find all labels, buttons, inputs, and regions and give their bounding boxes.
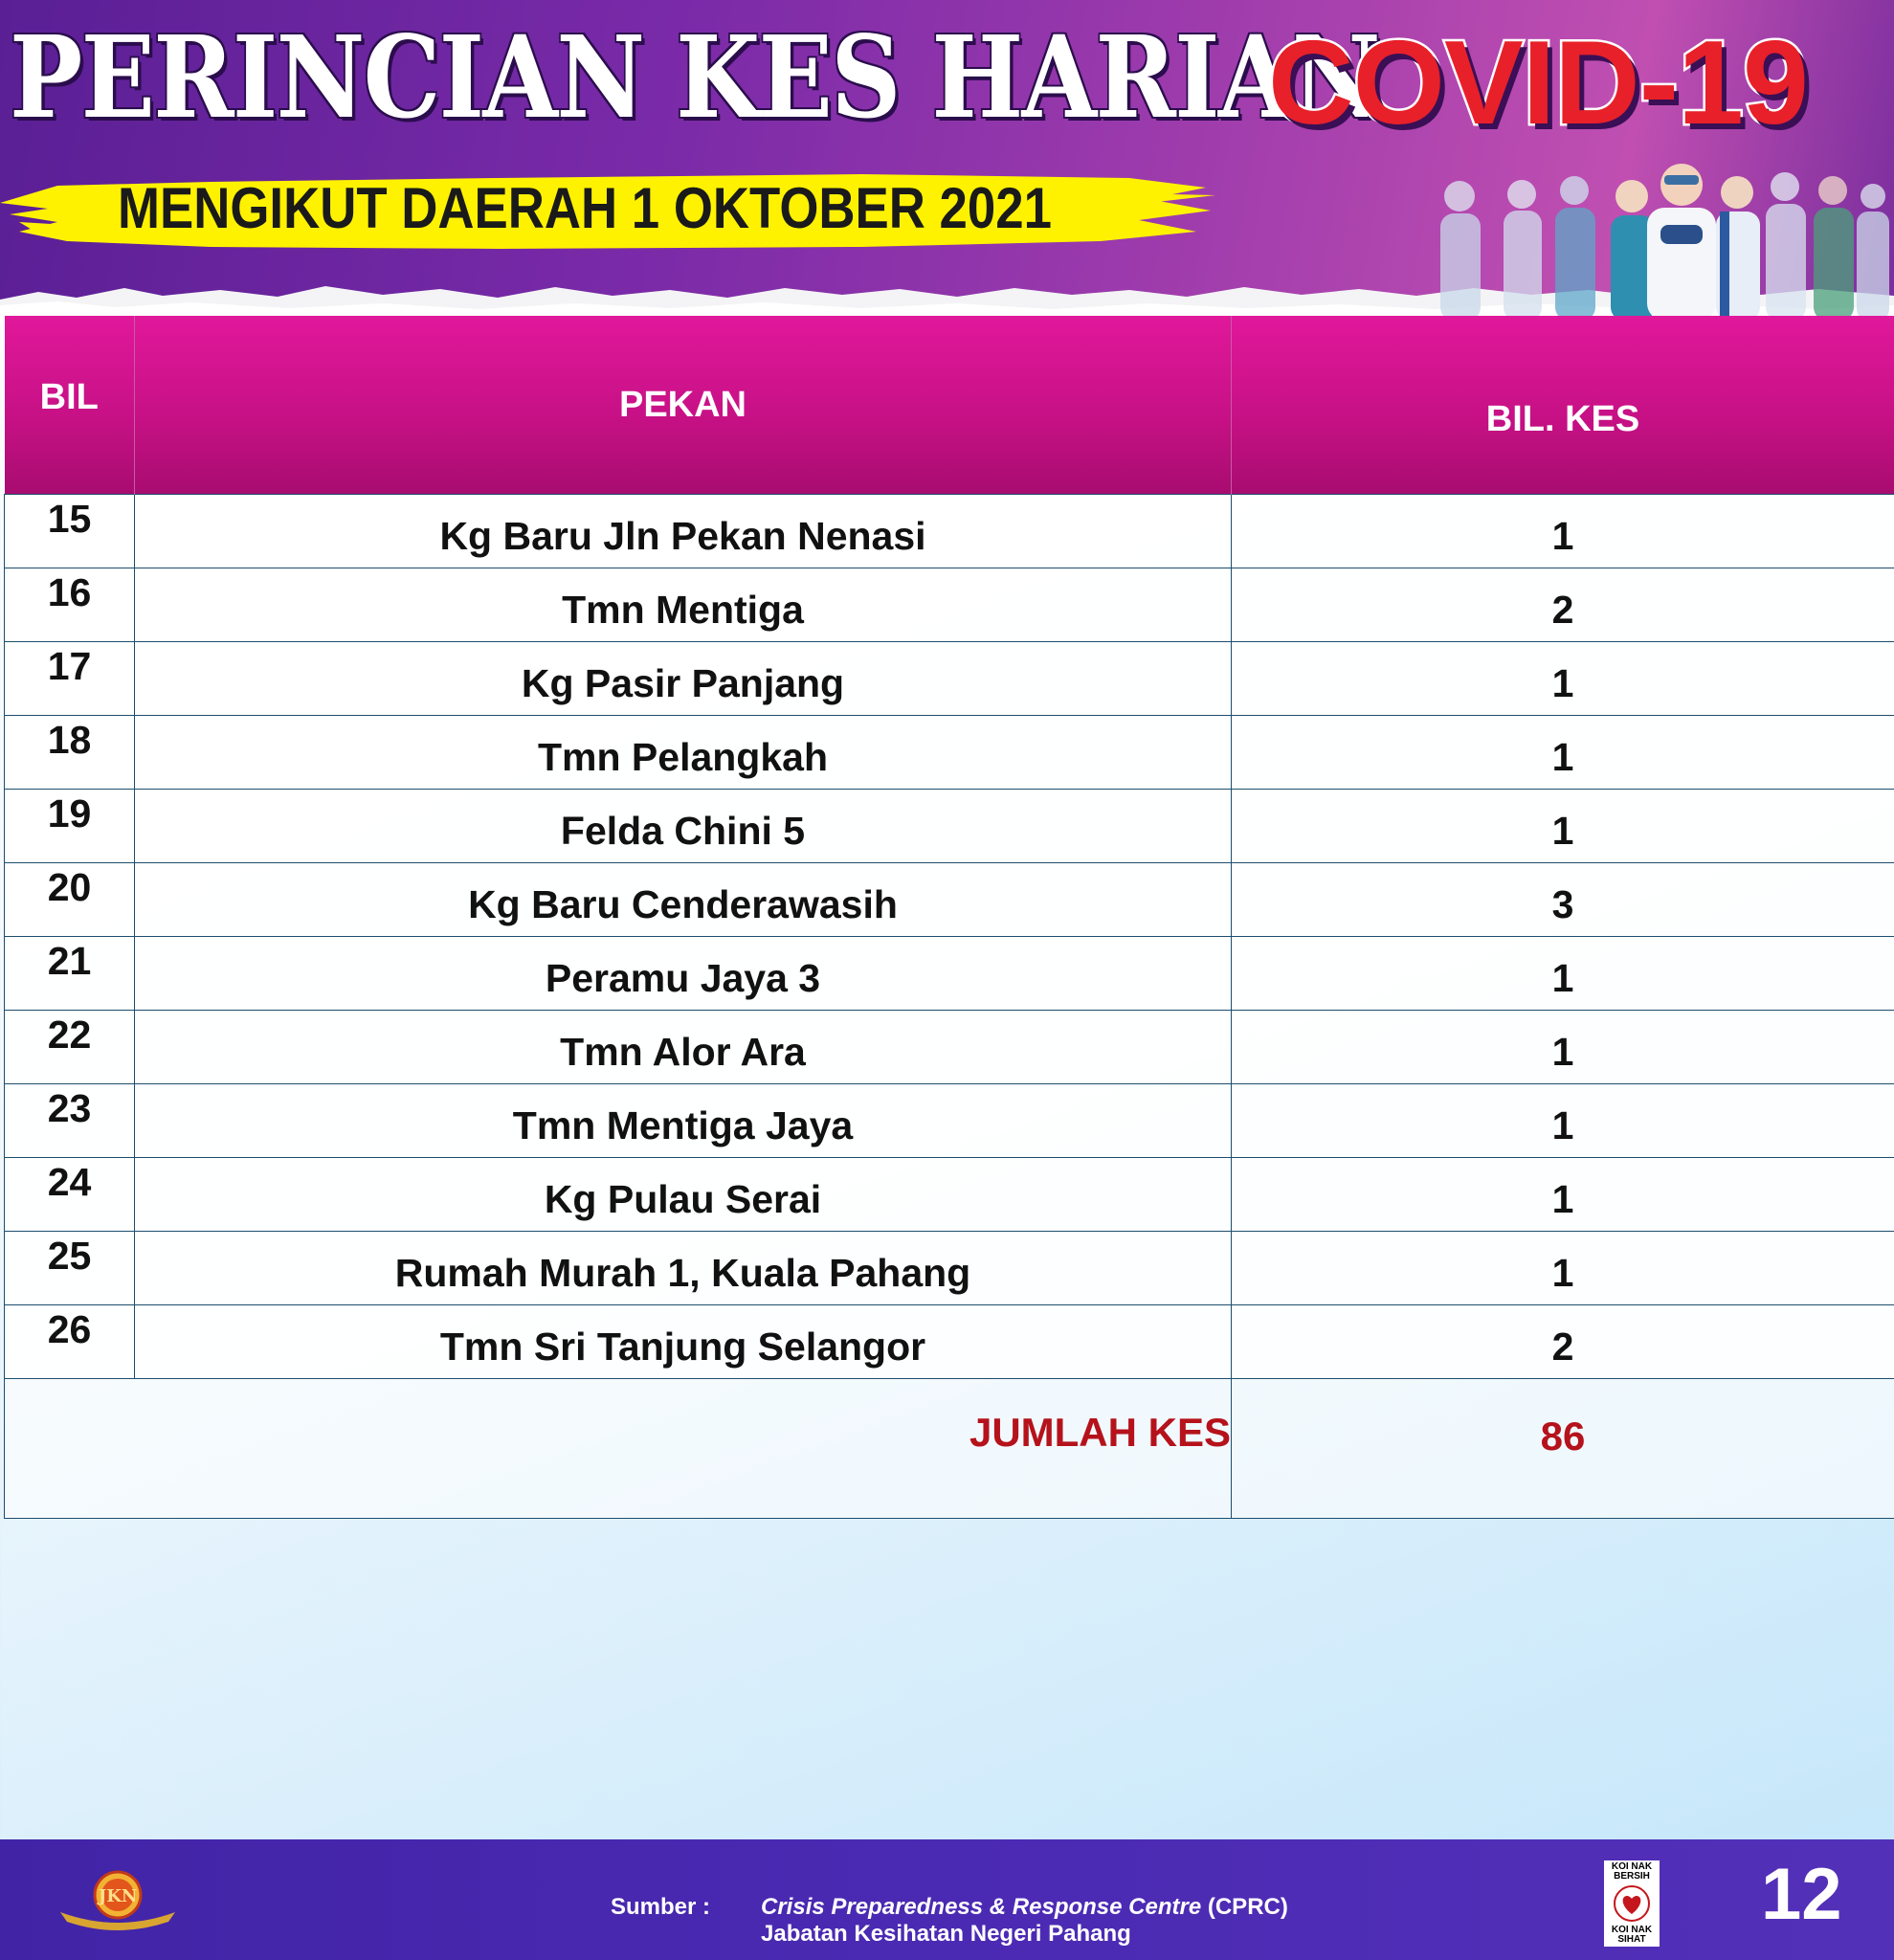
row-case-count: 1 bbox=[1232, 495, 1894, 568]
source-department: Jabatan Kesihatan Negeri Pahang bbox=[761, 1921, 1131, 1947]
row-location: Tmn Pelangkah bbox=[135, 716, 1232, 790]
page-number: 12 bbox=[1761, 1854, 1842, 1935]
row-case-count: 3 bbox=[1232, 863, 1894, 937]
row-number: 19 bbox=[5, 790, 135, 863]
subtitle: MENGIKUT DAERAH 1 OKTOBER 2021 bbox=[118, 176, 1053, 240]
row-case-count: 1 bbox=[1232, 937, 1894, 1011]
table-row bbox=[5, 1158, 1894, 1232]
covid-title: COVID-19 bbox=[1268, 17, 1808, 149]
column-header-pekan: PEKAN bbox=[135, 316, 1232, 495]
table-row bbox=[5, 790, 1894, 863]
row-number: 20 bbox=[5, 863, 135, 937]
row-number: 15 bbox=[5, 495, 135, 568]
table-row bbox=[5, 1305, 1894, 1379]
row-number: 17 bbox=[5, 642, 135, 716]
table-row bbox=[5, 1232, 1894, 1305]
total-value: 86 bbox=[1232, 1379, 1894, 1519]
row-case-count: 1 bbox=[1232, 1084, 1894, 1158]
row-location: Tmn Sri Tanjung Selangor bbox=[135, 1305, 1232, 1379]
row-case-count: 1 bbox=[1232, 790, 1894, 863]
source-label: Sumber : bbox=[611, 1894, 711, 1920]
row-number: 23 bbox=[5, 1084, 135, 1158]
row-location: Rumah Murah 1, Kuala Pahang bbox=[135, 1232, 1232, 1305]
source-org-abbr: (CPRC) bbox=[1201, 1894, 1288, 1920]
cases-table-container bbox=[4, 316, 1894, 1519]
table-row bbox=[5, 1084, 1894, 1158]
row-location: Kg Baru Cenderawasih bbox=[135, 863, 1232, 937]
row-location: Kg Pasir Panjang bbox=[135, 642, 1232, 716]
table-row bbox=[5, 495, 1894, 568]
table-header-row bbox=[5, 316, 1894, 495]
table-row bbox=[5, 642, 1894, 716]
column-header-bil: BIL bbox=[5, 316, 135, 495]
cases-table bbox=[4, 316, 1894, 1519]
row-case-count: 2 bbox=[1232, 1305, 1894, 1379]
row-number: 24 bbox=[5, 1158, 135, 1232]
koi-nak-badge bbox=[1604, 1860, 1660, 1947]
row-location: Kg Pulau Serai bbox=[135, 1158, 1232, 1232]
column-header-bil-kes: BIL. KES bbox=[1232, 316, 1894, 495]
row-number: 21 bbox=[5, 937, 135, 1011]
row-case-count: 1 bbox=[1232, 1011, 1894, 1084]
row-number: 18 bbox=[5, 716, 135, 790]
jkn-logo bbox=[56, 1866, 180, 1933]
badge-bottom-text: KOI NAK SIHAT bbox=[1611, 1925, 1653, 1945]
row-location: Peramu Jaya 3 bbox=[135, 937, 1232, 1011]
row-case-count: 1 bbox=[1232, 642, 1894, 716]
heart-badge-icon bbox=[1613, 1884, 1651, 1923]
row-location: Kg Baru Jln Pekan Nenasi bbox=[135, 495, 1232, 568]
medical-staff-illustration bbox=[1431, 158, 1890, 321]
table-row bbox=[5, 716, 1894, 790]
row-case-count: 2 bbox=[1232, 568, 1894, 642]
source-organization bbox=[761, 1894, 1288, 1921]
header-banner bbox=[0, 0, 1894, 321]
badge-top-text: KOI NAK BERSIH bbox=[1611, 1861, 1653, 1882]
table-row bbox=[5, 937, 1894, 1011]
row-location: Felda Chini 5 bbox=[135, 790, 1232, 863]
row-number: 22 bbox=[5, 1011, 135, 1084]
row-location: Tmn Mentiga Jaya bbox=[135, 1084, 1232, 1158]
total-label: JUMLAH KES bbox=[5, 1379, 1232, 1519]
footer-bar bbox=[0, 1839, 1894, 1960]
table-row bbox=[5, 568, 1894, 642]
table-row bbox=[5, 1011, 1894, 1084]
row-case-count: 1 bbox=[1232, 1232, 1894, 1305]
row-number: 26 bbox=[5, 1305, 135, 1379]
row-case-count: 1 bbox=[1232, 1158, 1894, 1232]
jkn-logo-text: JKN bbox=[98, 1886, 138, 1906]
row-location: Tmn Alor Ara bbox=[135, 1011, 1232, 1084]
row-number: 16 bbox=[5, 568, 135, 642]
row-case-count: 1 bbox=[1232, 716, 1894, 790]
row-number: 25 bbox=[5, 1232, 135, 1305]
total-row bbox=[5, 1379, 1894, 1519]
table-row bbox=[5, 863, 1894, 937]
row-location: Tmn Mentiga bbox=[135, 568, 1232, 642]
page-title: PERINCIAN KES HARIAN bbox=[10, 11, 1379, 144]
source-org-name: Crisis Preparedness & Response Centre bbox=[761, 1894, 1202, 1920]
